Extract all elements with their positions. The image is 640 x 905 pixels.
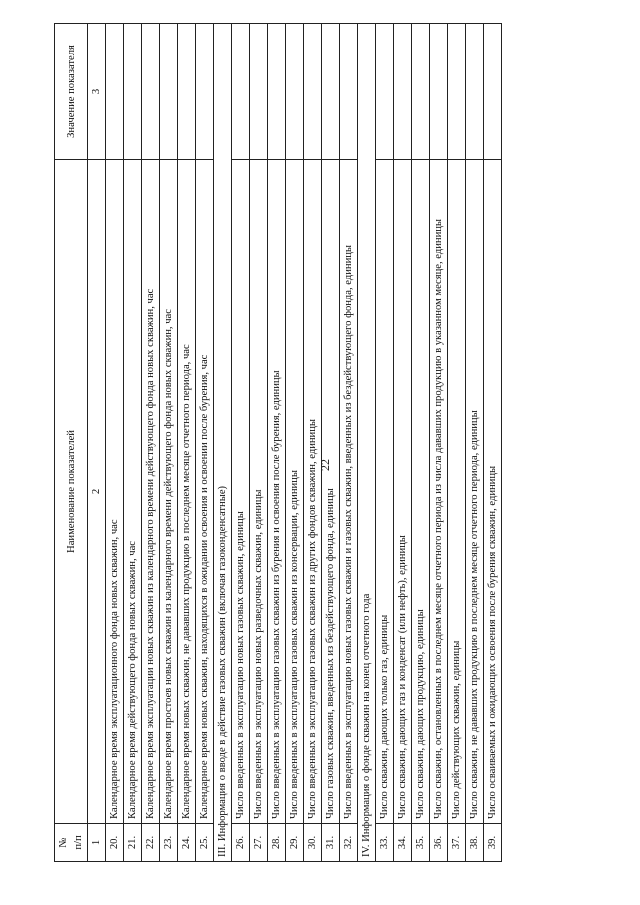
table-row <box>304 24 322 862</box>
row-indicator-name: Число введенных в эксплуатацию газовых скважин из консервации, единицы <box>286 160 304 824</box>
row-indicator-name: Число скважин, остановленных в последнем месяце отчетного периода из числа дававших продукцию в указанном месяце, единицы <box>430 160 448 824</box>
row-number: 39. <box>484 824 502 862</box>
table-row <box>394 24 412 862</box>
col-index-1: 1 <box>88 824 106 862</box>
table-row <box>196 24 214 862</box>
row-indicator-name: Число введенных в эксплуатацию новых разведочных скважин, единицы <box>250 160 268 824</box>
row-number: 22. <box>142 824 160 862</box>
table-row <box>178 24 196 862</box>
row-number: 37. <box>448 824 466 862</box>
header-name: Наименование показателей <box>55 160 88 824</box>
row-number: 23. <box>160 824 178 862</box>
col-index-2: 2 <box>88 160 106 824</box>
row-number: 24. <box>178 824 196 862</box>
col-index-3: 3 <box>88 24 106 160</box>
table-row <box>160 24 178 862</box>
row-indicator-name: Число скважин, не дававших продукцию в последнем месяце отчетного периода, единицы <box>466 160 484 824</box>
row-indicator-name: Календарное время эксплуатации новых скважин из календарного времени действующего фонда новых скважин, час <box>142 160 160 824</box>
row-number: 35. <box>412 824 430 862</box>
table-row <box>376 24 394 862</box>
row-number: 32. <box>340 824 358 862</box>
table-row <box>430 24 448 862</box>
row-value-cell <box>412 24 430 160</box>
row-indicator-name: Число газовых скважин, введенных из бездействующего фонда, единицы <box>322 160 340 824</box>
page-number: 22 <box>318 459 332 471</box>
row-value-cell <box>484 24 502 160</box>
row-indicator-name: Число скважин, дающих продукцию, единицы <box>412 160 430 824</box>
row-number: 29. <box>286 824 304 862</box>
row-indicator-name: Календарное время эксплуатационного фонда новых скважин, час <box>106 160 124 824</box>
row-number: 20. <box>106 824 124 862</box>
rotated-table-sheet <box>54 24 564 862</box>
table-header-row <box>55 24 88 862</box>
header-number: № п/п <box>55 824 88 862</box>
row-value-cell <box>466 24 484 160</box>
table-row <box>286 24 304 862</box>
row-value-cell <box>430 24 448 160</box>
row-indicator-name: Число скважин, дающих газ и конденсат (или нефть), единицы <box>394 160 412 824</box>
table-row <box>250 24 268 862</box>
row-indicator-name: Календарное время новых скважин, не дававших продукцию в последнем месяце отчетного периода, час <box>178 160 196 824</box>
header-value: Значение показателя <box>55 24 88 160</box>
section-title: III. Информация о вводе в действие газовых скважин (включая газоконденсатные) <box>214 24 232 862</box>
table-row <box>340 24 358 862</box>
row-value-cell <box>124 24 142 160</box>
row-value-cell <box>340 24 358 160</box>
table-row <box>232 24 250 862</box>
row-value-cell <box>304 24 322 160</box>
row-value-cell <box>286 24 304 160</box>
table-row <box>106 24 124 862</box>
row-value-cell <box>376 24 394 160</box>
table-row <box>268 24 286 862</box>
table-row <box>142 24 160 862</box>
table-row <box>448 24 466 862</box>
row-value-cell <box>160 24 178 160</box>
row-number: 38. <box>466 824 484 862</box>
column-index-row <box>88 24 106 862</box>
row-number: 30. <box>304 824 322 862</box>
row-value-cell <box>196 24 214 160</box>
row-indicator-name: Число осваиваемых и ожидающих освоения после бурения скважин, единицы <box>484 160 502 824</box>
row-number: 31. <box>322 824 340 862</box>
row-value-cell <box>142 24 160 160</box>
row-indicator-name: Число скважин, дающих только газ, единицы <box>376 160 394 824</box>
row-number: 34. <box>394 824 412 862</box>
row-number: 33. <box>376 824 394 862</box>
section-title: IV. Информация о фонде скважин на конец отчетного года <box>358 24 376 862</box>
table-row <box>124 24 142 862</box>
table-row <box>412 24 430 862</box>
row-indicator-name: Число введенных в эксплуатацию газовых скважин из других фондов скважин, единицы <box>304 160 322 824</box>
section-row <box>214 24 232 862</box>
row-indicator-name: Календарное время новых скважин, находящихся в ожидании освоения и освоении после бурения, час <box>196 160 214 824</box>
row-value-cell <box>232 24 250 160</box>
row-number: 28. <box>268 824 286 862</box>
indicators-table <box>54 23 502 862</box>
row-indicator-name: Число введенных в эксплуатацию новых газовых скважин, единицы <box>232 160 250 824</box>
row-number: 36. <box>430 824 448 862</box>
table-row <box>466 24 484 862</box>
row-value-cell <box>268 24 286 160</box>
row-indicator-name: Число введенных в эксплуатацию новых газовых скважин и газовых скважин, введенных из бездействующего фонда, единицы <box>340 160 358 824</box>
row-value-cell <box>394 24 412 160</box>
row-number: 26. <box>232 824 250 862</box>
row-indicator-name: Число введенных в эксплуатацию газовых скважин из бурения и освоения после бурения, единицы <box>268 160 286 824</box>
row-value-cell <box>250 24 268 160</box>
row-value-cell <box>448 24 466 160</box>
section-row <box>358 24 376 862</box>
table-body <box>106 24 502 862</box>
row-number: 27. <box>250 824 268 862</box>
row-indicator-name: Календарное время действующего фонда новых скважин, час <box>124 160 142 824</box>
row-indicator-name: Календарное время простоев новых скважин из календарного времени действующего фонда новых скважин, час <box>160 160 178 824</box>
row-value-cell <box>322 24 340 160</box>
table-row <box>322 24 340 862</box>
row-number: 25. <box>196 824 214 862</box>
row-value-cell <box>178 24 196 160</box>
row-indicator-name: Число действующих скважин, единицы <box>448 160 466 824</box>
row-number: 21. <box>124 824 142 862</box>
table-row <box>484 24 502 862</box>
row-value-cell <box>106 24 124 160</box>
